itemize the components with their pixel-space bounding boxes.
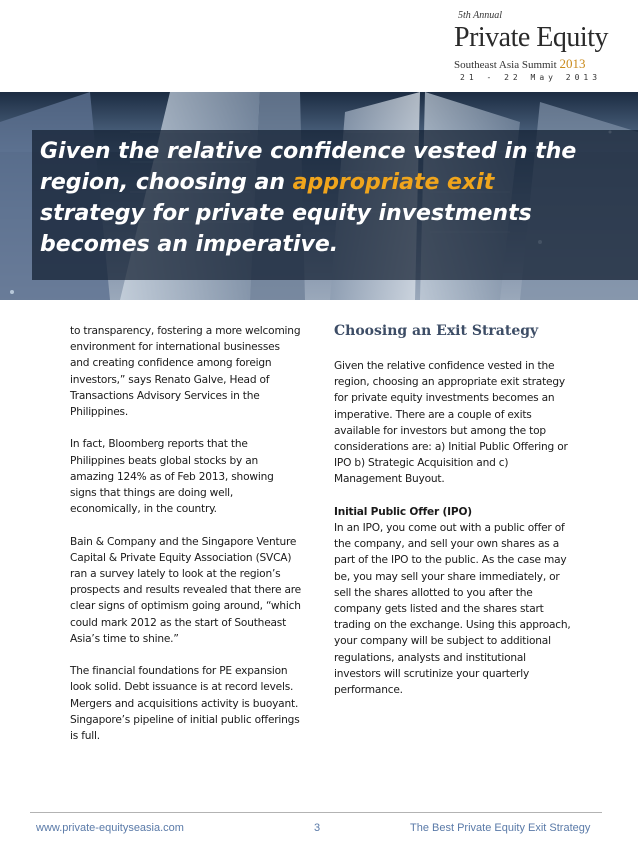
- ipo-section: [334, 504, 574, 698]
- left-paragraph-4: The financial foundations for PE expansion look solid. Debt issuance is at record levels. Mergers and acquisitions activity is buoyant. Singapore’s pipeline of initial public offerings is full.: [70, 665, 300, 743]
- section-heading: Choosing an Exit Strategy: [334, 323, 539, 339]
- left-column: [70, 323, 302, 760]
- left-paragraph-3: Bain & Company and the Singapore Venture Capital & Private Equity Association (SVCA) ran a survey lately to look at the region’s prospects and results revealed that there are clear signs of optimism going around, “which could mark 2012 as the start of Southeast Asia’s time to shine.”: [70, 535, 301, 645]
- hero-banner: [0, 92, 638, 300]
- logo-year: 2013: [559, 56, 586, 71]
- banner-text-after: strategy for private equity investments becomes an imperative.: [40, 201, 532, 257]
- logo-dates: 21 - 22 May 2013: [460, 73, 602, 82]
- banner-headline: [40, 136, 580, 260]
- logo-brand: Private Equity: [454, 22, 608, 53]
- left-paragraph-2: In fact, Bloomberg reports that the Philippines beats global stocks by an amazing 124% as of Feb 2013, showing signs that things are doing well, economically, in the country.: [70, 438, 274, 516]
- footer-website-link[interactable]: www.private-equityseasia.com: [36, 822, 184, 834]
- summit-logo: [440, 10, 630, 80]
- right-column: [334, 358, 574, 714]
- logo-edition: 5th Annual: [458, 10, 502, 21]
- page-number: 3: [314, 822, 321, 834]
- ipo-paragraph: In an IPO, you come out with a public offer of the company, and sell your own shares as a part of the IPO to the public. As the case may be, you may sell your share immediately, or sell the shares allotted to you after the company gets listed and the shares start trading on the exchange. Using this approach, your company will be subject to additional regulations, analysts and institutional investors will scrutinize your quarterly performance.: [334, 522, 571, 697]
- footer-divider: [30, 812, 602, 813]
- banner-text-highlight: appropriate exit: [292, 170, 495, 195]
- logo-summit: [454, 56, 585, 72]
- left-paragraph-1: to transparency, fostering a more welcoming environment for international businesses and creating confidence among foreign investors,” says Renato Galve, Head of Transactions Advisory Services in the Philippines.: [70, 325, 301, 419]
- ipo-subheading: Initial Public Offer (IPO): [334, 505, 472, 518]
- banner-text-before: Given the relative confidence vested in the region, choosing an: [40, 139, 577, 195]
- right-intro-paragraph: Given the relative confidence vested in the region, choosing an appropriate exit strategy for private equity investments becomes an imperative. There are a couple of exits available for investors but among the top considerations are: a) Initial Public Offering or IPO b) Strategic Acquisition and c) Management Buyout.: [334, 360, 568, 486]
- logo-summit-name: Southeast Asia Summit: [454, 59, 557, 71]
- footer-doc-title: The Best Private Equity Exit Strategy: [410, 822, 591, 834]
